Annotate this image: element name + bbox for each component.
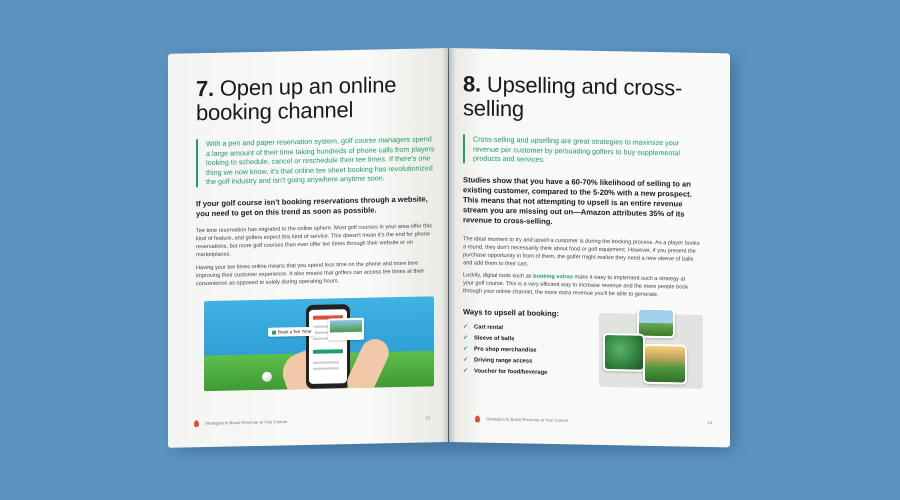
flame-logo-icon	[475, 415, 480, 422]
golf-balls-photo	[603, 333, 645, 372]
golf-ball	[262, 372, 272, 382]
tag-label: Book a Tee Time	[278, 328, 312, 335]
golfer-swing-photo	[643, 344, 687, 385]
left-paragraph-1: Tee time reservation has migrated to the online sphere. Most golf courses in your area offer this kind of feature, and golfers expect this kind of service. This doesn't mean it's the end for phone reservations, but more golf courses than ever offer tee times through their website or on marketplaces.	[196, 223, 432, 259]
left-page-title	[196, 72, 436, 125]
list-item-label: Pro shop merchandise	[474, 346, 537, 354]
left-footer-text: Strategies to Boost Revenue at Your Course	[205, 418, 288, 426]
left-page	[168, 48, 448, 448]
para2-post: make it easy to implement such a strategy at your golf course. This is a very efficient way to increase revenue and the more people book through your online channel, the more extra revenue you'll be able to generate.	[463, 274, 689, 298]
list-item-label: Sleeve of balls	[474, 335, 515, 343]
right-callout: Cross-selling and upselling are great strategies to maximize your revenue per customer by persuading golfers to buy supplemental products and services.	[463, 134, 701, 167]
check-icon: ✓	[463, 368, 469, 375]
open-magazine	[168, 48, 730, 442]
tag-dot-icon	[272, 330, 276, 334]
booking-phone-photo	[204, 296, 434, 391]
right-title-number: 8.	[463, 71, 481, 97]
para2-pre: Luckily, digital tools such as	[463, 272, 534, 280]
flame-logo-icon	[194, 420, 199, 427]
right-title-text: Upselling and cross-selling	[463, 71, 683, 122]
check-icon: ✓	[463, 346, 469, 353]
check-icon: ✓	[463, 335, 469, 342]
screen-line	[313, 361, 339, 364]
course-card	[328, 318, 364, 341]
check-icon: ✓	[463, 357, 469, 364]
left-lead: If your golf course isn't booking reservations through a website, you need to get on this trend as soon as possible.	[196, 194, 428, 219]
booking-extras-link: booking extras	[533, 273, 573, 281]
upsell-subhead: Ways to upsell at booking:	[463, 307, 559, 318]
right-footer	[475, 415, 712, 427]
left-footer	[194, 415, 430, 427]
list-item-label: Voucher for food/beverage	[474, 368, 548, 376]
hand-right	[343, 335, 394, 392]
list-item-label: Cart rental	[474, 324, 504, 331]
right-page-title	[463, 72, 701, 125]
right-lead: Studies show that you have a 60-70% likelihood of selling to an existing customer, compared to the 5-20% with a new prospect. This means that not attempting to upsell is an entire revenue stream you are missing out on—Amazon attributes 35% of its revenue to cross-selling.	[463, 175, 692, 226]
right-footer-text: Strategies to Boost Revenue at Your Course	[486, 416, 569, 423]
check-icon: ✓	[463, 324, 469, 331]
left-page-number: 13	[425, 415, 430, 421]
book-tee-time-tag	[268, 327, 315, 337]
right-page	[449, 48, 730, 447]
left-title-number: 7.	[196, 75, 214, 102]
left-callout: With a pen and paper reservation system, golf course managers spend a large amount of their time taking hundreds of phone calls from players looking to schedule, cancel or reschedule their tee times. If there's one thing we now know, it's that online tee sheet booking has revolutionized the golf industry and isn't going anywhere anytime soon.	[196, 134, 436, 187]
book-spine	[442, 48, 456, 442]
list-item-label: Driving range access	[474, 357, 533, 365]
phone-image	[306, 304, 350, 389]
course-thumbnail	[330, 320, 362, 333]
right-page-number: 13	[707, 419, 712, 426]
right-paragraph-2	[463, 271, 693, 299]
right-paragraph-1: The ideal moment to try and upsell a customer is during the booking process. As a player books a round, they don't necessarily think about food or golf equipment. However, if you present the purchase opportunity in front of them, the golfer might realize they need a new sleeve of balls and add them to their cart.	[463, 236, 700, 268]
left-paragraph-2: Having your tee times online means that you spend less time on the phone and more time improving their customer experience. It also means that golfers can access tee times at their convenience as opposed to solely during operating hours.	[196, 260, 425, 288]
left-title-text: Open up an online booking channel	[196, 72, 397, 126]
screen-button	[313, 349, 343, 354]
golf-photo-collage	[599, 313, 703, 389]
screen-line	[313, 367, 339, 370]
